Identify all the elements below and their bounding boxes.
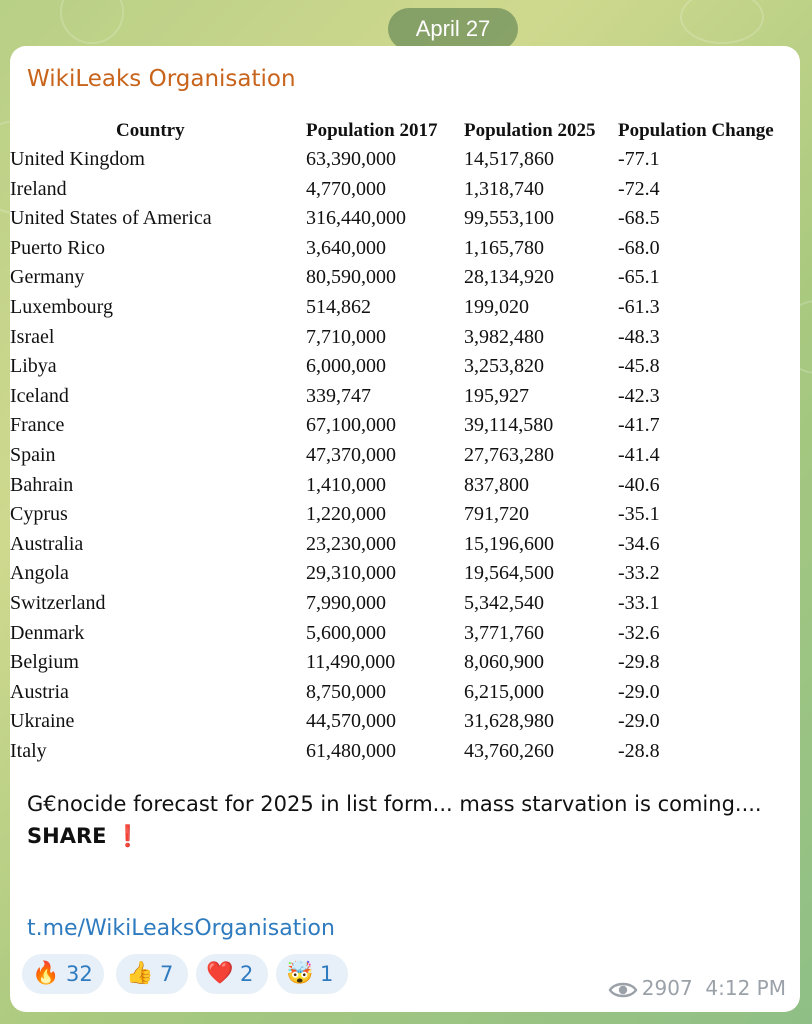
population-2017-cell: 63,390,000 bbox=[306, 148, 396, 170]
reaction-exploding-head[interactable] bbox=[276, 954, 348, 994]
table-header-population-change: Population Change bbox=[618, 120, 774, 141]
background-doodle bbox=[680, 0, 764, 44]
population-2025-cell: 39,114,580 bbox=[464, 414, 554, 437]
population-2025-cell: 31,628,980 bbox=[464, 710, 554, 733]
population-2025-cell: 3,253,820 bbox=[464, 355, 544, 378]
country-cell: France bbox=[10, 414, 65, 437]
message-bubble[interactable] bbox=[10, 46, 800, 1012]
population-change-cell: -68.0 bbox=[618, 236, 660, 259]
population-change-cell: -28.8 bbox=[618, 740, 660, 762]
population-2025-cell: 6,215,000 bbox=[464, 680, 544, 703]
population-change-cell: -72.4 bbox=[618, 177, 660, 200]
population-2025-cell: 1,165,780 bbox=[464, 236, 544, 259]
population-change-cell: -48.3 bbox=[618, 325, 660, 348]
country-cell: United Kingdom bbox=[10, 148, 145, 170]
country-cell: Denmark bbox=[10, 621, 85, 644]
message-caption bbox=[27, 788, 767, 852]
country-cell: Luxembourg bbox=[10, 296, 113, 318]
population-change-cell: -45.8 bbox=[618, 355, 660, 378]
population-2017-cell: 47,370,000 bbox=[306, 444, 396, 466]
country-cell: Ukraine bbox=[10, 710, 75, 733]
country-cell: Ireland bbox=[10, 177, 67, 200]
country-cell: United States of America bbox=[10, 207, 212, 230]
reaction-heart[interactable] bbox=[196, 954, 268, 994]
table-row bbox=[10, 681, 800, 711]
population-change-cell: -32.6 bbox=[618, 621, 660, 644]
population-change-cell: -68.5 bbox=[618, 207, 660, 230]
population-change-cell: -33.2 bbox=[618, 562, 660, 585]
population-2025-cell: 195,927 bbox=[464, 384, 529, 407]
table-row bbox=[10, 385, 800, 415]
population-2017-cell: 5,600,000 bbox=[306, 621, 386, 644]
population-change-cell: -34.6 bbox=[618, 532, 660, 555]
table-header-country: Country bbox=[116, 120, 185, 141]
population-2017-cell: 1,410,000 bbox=[306, 473, 386, 496]
table-header-population-2025: Population 2025 bbox=[464, 120, 596, 141]
table-row bbox=[10, 148, 800, 178]
table-row bbox=[10, 533, 800, 563]
exclamation-icon: ❗ bbox=[114, 824, 141, 848]
population-2025-cell: 99,553,100 bbox=[464, 207, 554, 230]
share-line bbox=[27, 820, 767, 852]
population-2017-cell: 61,480,000 bbox=[306, 740, 396, 762]
caption-text: G€nocide forecast for 2025 in list form... mass starvation is coming.... bbox=[27, 792, 762, 816]
population-2025-cell: 5,342,540 bbox=[464, 592, 544, 614]
table-row bbox=[10, 266, 800, 296]
view-count: 2907 bbox=[641, 976, 693, 1000]
population-2017-cell: 80,590,000 bbox=[306, 266, 396, 289]
population-2017-cell: 6,000,000 bbox=[306, 355, 386, 378]
country-cell: Angola bbox=[10, 562, 69, 585]
population-2017-cell: 44,570,000 bbox=[306, 710, 396, 733]
population-2017-cell: 67,100,000 bbox=[306, 414, 396, 437]
date-divider: April 27 bbox=[388, 8, 518, 50]
thumbs-up-icon: 👍 bbox=[126, 961, 154, 986]
country-cell: Iceland bbox=[10, 384, 69, 407]
population-change-cell: -33.1 bbox=[618, 592, 660, 614]
share-label: SHARE bbox=[27, 824, 107, 848]
table-row bbox=[10, 710, 800, 740]
table-row bbox=[10, 740, 800, 770]
population-2017-cell: 8,750,000 bbox=[306, 680, 386, 703]
message-meta bbox=[608, 976, 786, 1000]
population-2025-cell: 3,982,480 bbox=[464, 325, 544, 348]
table-row bbox=[10, 474, 800, 504]
population-2025-cell: 15,196,600 bbox=[464, 532, 554, 555]
table-row bbox=[10, 207, 800, 237]
table-row bbox=[10, 355, 800, 385]
population-2025-cell: 19,564,500 bbox=[464, 562, 554, 585]
population-change-cell: -41.4 bbox=[618, 444, 660, 466]
reaction-count: 2 bbox=[240, 962, 254, 986]
population-change-cell: -65.1 bbox=[618, 266, 660, 289]
population-change-cell: -41.7 bbox=[618, 414, 660, 437]
table-row bbox=[10, 326, 800, 356]
country-cell: Germany bbox=[10, 266, 85, 289]
country-cell: Libya bbox=[10, 355, 57, 378]
reaction-count: 32 bbox=[66, 962, 93, 986]
table-row bbox=[10, 414, 800, 444]
table-row bbox=[10, 622, 800, 652]
population-2017-cell: 11,490,000 bbox=[306, 651, 396, 674]
population-2025-cell: 8,060,900 bbox=[464, 651, 544, 674]
table-row bbox=[10, 562, 800, 592]
reaction-fire[interactable] bbox=[22, 954, 104, 994]
population-2025-cell: 3,771,760 bbox=[464, 621, 544, 644]
population-change-cell: -35.1 bbox=[618, 503, 660, 526]
population-2017-cell: 1,220,000 bbox=[306, 503, 386, 526]
eye-icon bbox=[608, 980, 638, 1000]
country-cell: Australia bbox=[10, 532, 84, 555]
table-row bbox=[10, 237, 800, 267]
country-cell: Austria bbox=[10, 680, 69, 703]
country-cell: Belgium bbox=[10, 651, 79, 674]
table-row bbox=[10, 503, 800, 533]
population-2017-cell: 7,990,000 bbox=[306, 592, 386, 614]
country-cell: Switzerland bbox=[10, 592, 106, 614]
country-cell: Bahrain bbox=[10, 473, 74, 496]
population-2025-cell: 1,318,740 bbox=[464, 177, 544, 200]
table-header-population-2017: Population 2017 bbox=[306, 120, 438, 141]
fire-icon: 🔥 bbox=[32, 961, 60, 986]
population-2025-cell: 199,020 bbox=[464, 296, 529, 318]
population-change-cell: -61.3 bbox=[618, 296, 660, 318]
population-change-cell: -77.1 bbox=[618, 148, 660, 170]
population-2025-cell: 28,134,920 bbox=[464, 266, 554, 289]
attached-table-image[interactable] bbox=[10, 112, 800, 782]
population-change-cell: -29.0 bbox=[618, 710, 660, 733]
population-change-cell: -29.0 bbox=[618, 680, 660, 703]
country-cell: Cyprus bbox=[10, 503, 68, 526]
population-2017-cell: 29,310,000 bbox=[306, 562, 396, 585]
country-cell: Italy bbox=[10, 740, 47, 762]
population-2017-cell: 514,862 bbox=[306, 296, 371, 318]
table-row bbox=[10, 178, 800, 208]
population-2017-cell: 23,230,000 bbox=[306, 532, 396, 555]
table-row bbox=[10, 651, 800, 681]
sender-name[interactable]: WikiLeaks Organisation bbox=[27, 66, 296, 92]
population-2025-cell: 837,800 bbox=[464, 473, 529, 496]
population-2017-cell: 7,710,000 bbox=[306, 325, 386, 348]
population-2017-cell: 316,440,000 bbox=[306, 207, 406, 230]
channel-link[interactable]: t.me/WikiLeaksOrganisation bbox=[27, 916, 335, 941]
population-2025-cell: 791,720 bbox=[464, 503, 529, 526]
table-row bbox=[10, 444, 800, 474]
population-2017-cell: 4,770,000 bbox=[306, 177, 386, 200]
exploding-head-icon: 🤯 bbox=[286, 961, 314, 986]
country-cell: Spain bbox=[10, 444, 56, 466]
reaction-count: 1 bbox=[320, 962, 334, 986]
table-row bbox=[10, 592, 800, 622]
background-doodle bbox=[60, 0, 124, 44]
population-2025-cell: 27,763,280 bbox=[464, 444, 554, 466]
population-change-cell: -42.3 bbox=[618, 384, 660, 407]
country-cell: Puerto Rico bbox=[10, 236, 105, 259]
population-2025-cell: 43,760,260 bbox=[464, 740, 554, 762]
population-2025-cell: 14,517,860 bbox=[464, 148, 554, 170]
population-change-cell: -40.6 bbox=[618, 473, 660, 496]
table-row bbox=[10, 296, 800, 326]
message-time: 4:12 PM bbox=[705, 976, 786, 1000]
population-2017-cell: 3,640,000 bbox=[306, 236, 386, 259]
heart-icon: ❤️ bbox=[206, 961, 234, 986]
reaction-thumbs-up[interactable] bbox=[116, 954, 188, 994]
country-cell: Israel bbox=[10, 325, 55, 348]
population-2017-cell: 339,747 bbox=[306, 384, 371, 407]
reaction-count: 7 bbox=[160, 962, 174, 986]
population-change-cell: -29.8 bbox=[618, 651, 660, 674]
